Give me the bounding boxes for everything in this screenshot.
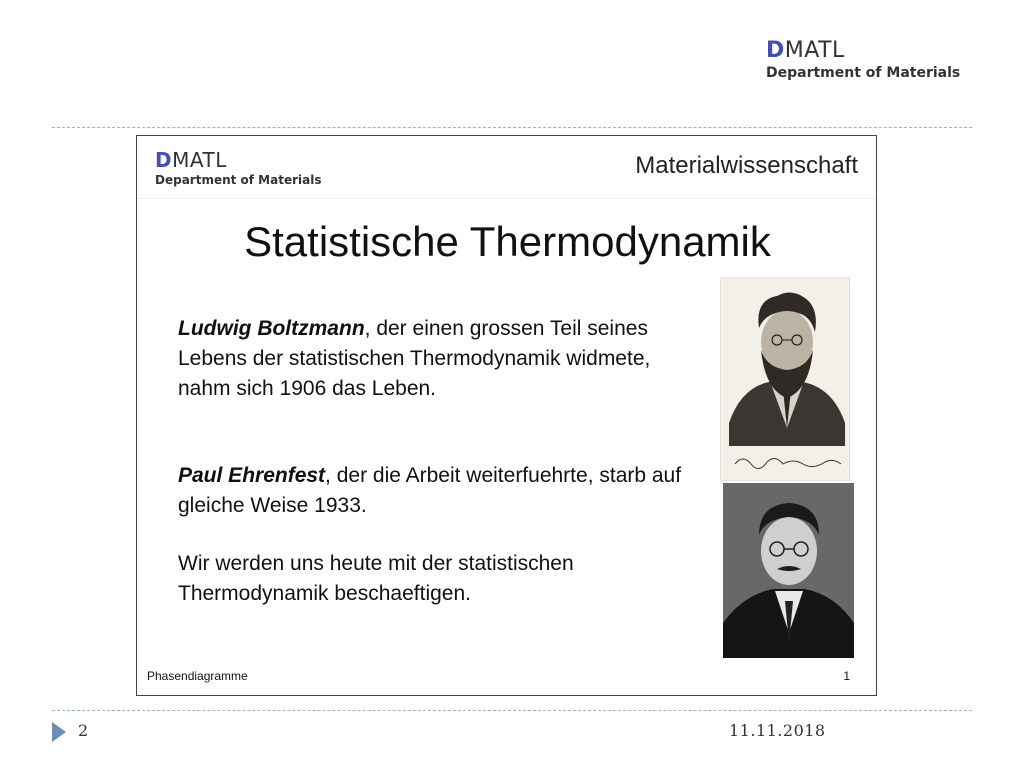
logo-subtitle: Department of Materials xyxy=(766,65,961,81)
slide-logo xyxy=(155,148,321,188)
ehrenfest-portrait xyxy=(723,483,854,658)
slide-number: 1 xyxy=(843,669,850,683)
slide-logo-subtitle: Department of Materials xyxy=(155,173,322,187)
paragraph-text: Wir werden uns heute mit der statistischen Thermodynamik beschaeftigen. xyxy=(178,552,574,605)
slide-header-divider xyxy=(137,198,876,199)
date-label: 11.11.2018 xyxy=(729,721,826,740)
slide-frame xyxy=(136,135,877,696)
boltzmann-portrait-image xyxy=(721,278,850,481)
paragraph-boltzmann xyxy=(178,314,698,404)
slide-logo-text: MATL xyxy=(172,148,227,172)
slide-subject: Materialwissenschaft xyxy=(635,152,858,179)
logo-mark: D xyxy=(766,38,785,63)
slide-logo-mark: D xyxy=(155,148,173,172)
paragraph-text: , der die Arbeit weiterfuehrte, starb auf gleiche Weise 1933. xyxy=(178,464,682,517)
name-ehrenfest: Paul Ehrenfest xyxy=(178,464,326,487)
slide-footer-label: Phasendiagramme xyxy=(147,669,248,683)
boltzmann-portrait xyxy=(720,277,850,481)
slide-title: Statistische Thermodynamik xyxy=(244,218,771,265)
name-boltzmann: Ludwig Boltzmann xyxy=(178,317,365,340)
paragraph-text: , der einen grossen Teil seines Lebens der statistischen Thermodynamik widmete, nahm sich 1906 das Leben. xyxy=(178,317,651,400)
paragraph-outlook xyxy=(178,549,698,609)
play-arrow-icon[interactable] xyxy=(52,722,66,742)
ehrenfest-portrait-image xyxy=(723,483,854,658)
top-divider xyxy=(52,127,972,128)
header-logo xyxy=(766,38,960,82)
page-number: 2 xyxy=(78,721,89,740)
logo-text: MATL xyxy=(784,38,845,63)
paragraph-ehrenfest xyxy=(178,461,698,521)
bottom-divider xyxy=(52,710,972,711)
